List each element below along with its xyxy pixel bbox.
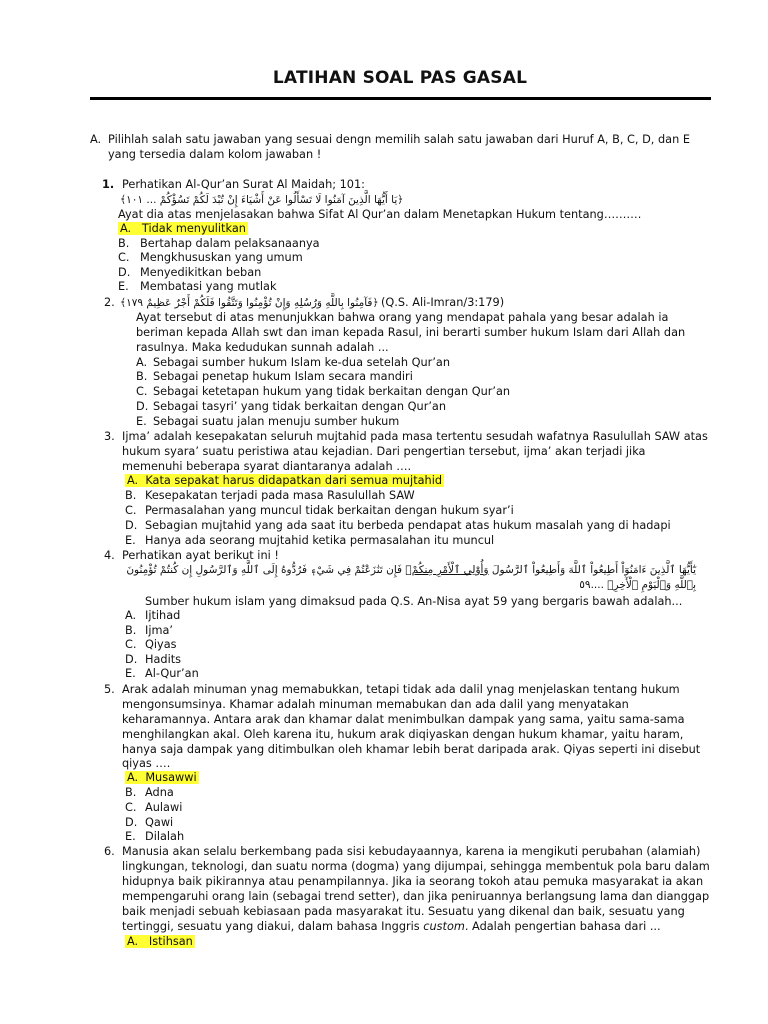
q1-option-c-letter: C. bbox=[118, 251, 130, 264]
q2-number: 2. bbox=[104, 296, 115, 309]
q4-option-e-text: Al-Qur’an bbox=[145, 667, 199, 680]
q3-option-e-letter: E. bbox=[125, 534, 136, 547]
q1-option-d-letter: D. bbox=[118, 266, 131, 279]
q3-option-a-letter: A. bbox=[127, 474, 139, 487]
q6-option-a bbox=[125, 935, 195, 949]
q2-option-d-text: Sebagai tasyri’ yang tidak berkaitan dengan Qur’an bbox=[153, 400, 447, 413]
q3-line-2: hukum syara’ suatu peristiwa atau kejadian. Dari pengertian tersebut, ijma’ akan terjadi jika bbox=[122, 445, 646, 458]
q4-line-2: Sumber hukum islam yang dimaksud pada Q.S. An-Nisa ayat 59 yang bergaris bawah adalah... bbox=[145, 595, 683, 608]
q2-option-b-text: Sebagai penetap hukum Islam secara mandiri bbox=[153, 370, 413, 383]
q4-option-c-letter: C. bbox=[125, 638, 137, 651]
page-title: LATIHAN SOAL PAS GASAL bbox=[272, 68, 528, 88]
q1-option-a-letter bbox=[118, 222, 248, 236]
q4-arabic-part-2: فَإِن تَنَٰزَعْتُمْ فِي شَيْءٖ فَرُدُّوهُ إِلَى ٱللَّهِ وَٱلرَّسُولِ إِن كُنتُمْ تُؤْمِنُونَ bbox=[126, 564, 403, 576]
q1-number: 1. bbox=[102, 178, 115, 191]
q1-option-a-text: Tidak menyulitkan bbox=[141, 222, 246, 235]
q2-option-c-letter: C. bbox=[136, 385, 148, 398]
q6-line-6-text: tertinggi, sesuatu yang diakui, dalam bahasa Inggris bbox=[122, 920, 424, 933]
q1-option-d-text: Menyedikitkan beban bbox=[140, 266, 262, 279]
q6-line-5: baik menjadi sebuah kebiasaan pada masyarakat itu. Sesuatu yang dikenal dan baik, sesuatu yang bbox=[122, 905, 685, 918]
q4-arabic-part-1: يَٰٓأَيُّهَا ٱلَّذِينَ ءَامَنُوٓاْ أَطِيعُواْ ٱللَّهَ وَأَطِيعُواْ ٱلرَّسُولَ bbox=[491, 564, 696, 576]
q6-number: 6. bbox=[104, 845, 115, 858]
q5-option-d-letter: D. bbox=[125, 816, 138, 829]
q1-option-a-highlight bbox=[118, 222, 248, 235]
q2-reference: (Q.S. Ali-Imran/3:179) bbox=[381, 296, 505, 309]
q5-option-b-letter: B. bbox=[125, 786, 137, 799]
q2-option-d-letter: D. bbox=[136, 400, 149, 413]
q1-option-e-text: Membatasi yang mutlak bbox=[140, 280, 277, 293]
q4-option-d-letter: D. bbox=[125, 653, 138, 666]
title-underline bbox=[90, 97, 711, 100]
q1-option-e-letter: E. bbox=[118, 280, 129, 293]
q6-option-a-highlight bbox=[125, 935, 195, 948]
q4-arabic-verse-line-1 bbox=[126, 563, 696, 577]
q1-option-b-text: Bertahap dalam pelaksanaanya bbox=[140, 237, 320, 250]
instruction-letter: A. bbox=[90, 133, 102, 146]
q2-option-a-text: Sebagai sumber hukum Islam ke-dua setelah Qur’an bbox=[153, 356, 450, 369]
q5-line-4: menghilangkan akal. Oleh karena itu, hukum arak diqiyaskan dengan hukum khamar, yaitu haram, bbox=[122, 728, 684, 741]
q3-option-a bbox=[125, 474, 444, 488]
q2-arabic-verse: ﴿فَآمِنُوا بِاللَّهِ وَرُسُلِهِ وَإِنْ تُؤْمِنُوا وَتَتَّقُوا فَلَكُمْ أَجْرٌ عَظِيمٌ ١٧٩﴾ bbox=[120, 297, 379, 309]
q6-line-3: hidupnya baik pikirannya atau penampilannya. Jika ia seorang tokoh atau pemuka masyarakat ia akan bbox=[122, 875, 704, 888]
q5-option-e-text: Dilalah bbox=[145, 830, 185, 843]
q5-line-2: mengonsumsinya. Khamar adalah minuman memabukan dan ada dalil yang menyatakan bbox=[122, 698, 629, 711]
q5-option-c-letter: C. bbox=[125, 801, 137, 814]
q3-option-d-text: Sebagian mujtahid yang ada saat itu berbeda pendapat atas hukum masalah yang di hadapi bbox=[145, 519, 671, 532]
q2-option-a-letter: A. bbox=[136, 356, 148, 369]
q3-number: 3. bbox=[104, 430, 115, 443]
q5-option-e-letter: E. bbox=[125, 830, 136, 843]
q2-line-1: Ayat tersebut di atas menunjukkan bahwa orang yang mendapat pahala yang besar adalah ia bbox=[136, 311, 669, 324]
q3-line-1: Ijma’ adalah kesepakatan seluruh mujtahid pada masa tertentu sesudah wafatnya Rasulullah SAW atas bbox=[122, 430, 708, 443]
q4-option-d-text: Hadits bbox=[145, 653, 182, 666]
q5-line-6: qiyas …. bbox=[122, 757, 171, 770]
q5-option-b-text: Adna bbox=[145, 786, 174, 799]
q5-number: 5. bbox=[104, 683, 115, 696]
q1-line-2: Ayat dia atas menjelasakan bahwa Sifat Al Qur’an dalam Menetapkan Hukum tentang………. bbox=[118, 208, 642, 221]
q6-italic-term: custom bbox=[423, 920, 465, 933]
q5-line-5: hanya saja dampak yang ditimbulkan oleh khamar lebih berat daripada arak. Qiyas seperti ini disebut bbox=[122, 743, 701, 756]
q3-option-d-letter: D. bbox=[125, 519, 138, 532]
q1-option-a-letter-text: A. bbox=[120, 222, 132, 235]
q5-option-d-text: Qawi bbox=[145, 816, 174, 829]
q3-option-a-text: Kata sepakat harus didapatkan dari semua mujtahid bbox=[145, 474, 443, 487]
q3-option-b-text: Kesepakatan terjadi pada masa Rasulullah SAW bbox=[145, 489, 415, 502]
q5-line-1: Arak adalah minuman ynag memabukkan, tetapi tidak ada dalil ynag menjelaskan tentang hukum bbox=[122, 683, 680, 696]
q2-line-3: rasulnya. Maka kedudukan sunnah adalah ... bbox=[136, 341, 389, 354]
q4-arabic-verse-line-2: بِٱللَّهِ وَٱلْيَوْمِ ٱلْأٓخِرِۚ ....٥٩ bbox=[579, 579, 696, 591]
q5-option-a bbox=[125, 771, 199, 785]
q3-option-a-highlight bbox=[125, 474, 444, 487]
q3-option-e-text: Hanya ada seorang mujtahid ketika permasalahan itu muncul bbox=[145, 534, 495, 547]
q2-option-c-text: Sebagai ketetapan hukum yang tidak berkaitan dengan Qur’an bbox=[153, 385, 511, 398]
q5-line-3: keharamannya. Antara arak dan khamar dalat menimbulkan dampak yang sama, yaitu sama-sama bbox=[122, 713, 685, 726]
q4-arabic-underlined: وَأُوْلِي ٱلْأَمْرِ مِنكُمْۖ bbox=[405, 564, 489, 576]
q4-option-a-text: Ijtihad bbox=[145, 609, 181, 622]
q3-option-c-text: Permasalahan yang muncul tidak berkaitan dengan hukum syar’i bbox=[145, 504, 514, 517]
q3-option-c-letter: C. bbox=[125, 504, 137, 517]
q1-option-c-text: Mengkhususkan yang umum bbox=[140, 251, 303, 264]
q1-option-b-letter: B. bbox=[118, 237, 130, 250]
instruction-line-1: Pilihlah salah satu jawaban yang sesuai dengn memilih salah satu jawaban dari Huruf A, B, C, D, dan E bbox=[108, 133, 690, 146]
q1-arabic-verse: ﴿يَا أَيُّهَا الَّذِينَ آمَنُوا لَا تَسْأَلُوا عَنْ أَشْيَاءَ إِنْ تُبْدَ لَكُمْ تَسُؤْكُمْ ... ١٠١﴾ bbox=[120, 194, 404, 206]
q6-line-4: mempengaruhi orang lain (sebagai trend setter), dan jika peniruannya berlangsung lama dan dianggap bbox=[122, 890, 710, 903]
q4-number: 4. bbox=[104, 549, 115, 562]
q5-option-a-text: Musawwi bbox=[145, 771, 197, 784]
q2-option-b-letter: B. bbox=[136, 370, 148, 383]
q4-option-e-letter: E. bbox=[125, 667, 136, 680]
q6-option-a-text: Istihsan bbox=[148, 935, 193, 948]
q3-line-3: memenuhi beberapa syarat diantaranya adalah …. bbox=[122, 460, 412, 473]
q4-option-c-text: Qiyas bbox=[145, 638, 177, 651]
q1-line-1: Perhatikan Al-Qur’an Surat Al Maidah; 101: bbox=[122, 178, 365, 191]
q2-option-e-text: Sebagai suatu jalan menuju sumber hukum bbox=[153, 415, 400, 428]
q6-line-2: lingkungan, teknologi, dan suatu norma (dogma) yang dijumpai, sehingga membentuk pola baru dalam bbox=[122, 860, 710, 873]
q6-line-1: Manusia akan selalu berkembang pada sisi kebudayaannya, karena ia mengikuti perubahan (alamiah) bbox=[122, 845, 701, 858]
instruction-line-2: yang tersedia dalam kolom jawaban ! bbox=[108, 148, 322, 161]
q4-option-b-text: Ijma’ bbox=[145, 624, 173, 637]
q5-option-c-text: Aulawi bbox=[145, 801, 183, 814]
q6-line-6 bbox=[122, 920, 661, 934]
q4-option-a-letter: A. bbox=[125, 609, 137, 622]
q6-option-a-letter: A. bbox=[127, 935, 139, 948]
q4-option-b-letter: B. bbox=[125, 624, 137, 637]
q4-line-1: Perhatikan ayat berikut ini ! bbox=[122, 549, 279, 562]
q5-option-a-letter: A. bbox=[127, 771, 139, 784]
q2-line-2: beriman kepada Allah swt dan iman kepada Rasul, ini berarti sumber hukum Islam dari Allah dan bbox=[136, 326, 686, 339]
q2-option-e-letter: E. bbox=[136, 415, 147, 428]
q3-option-b-letter: B. bbox=[125, 489, 137, 502]
q6-line-6-end: . Adalah pengertian bahasa dari ... bbox=[464, 920, 661, 933]
q5-option-a-highlight bbox=[125, 771, 199, 784]
